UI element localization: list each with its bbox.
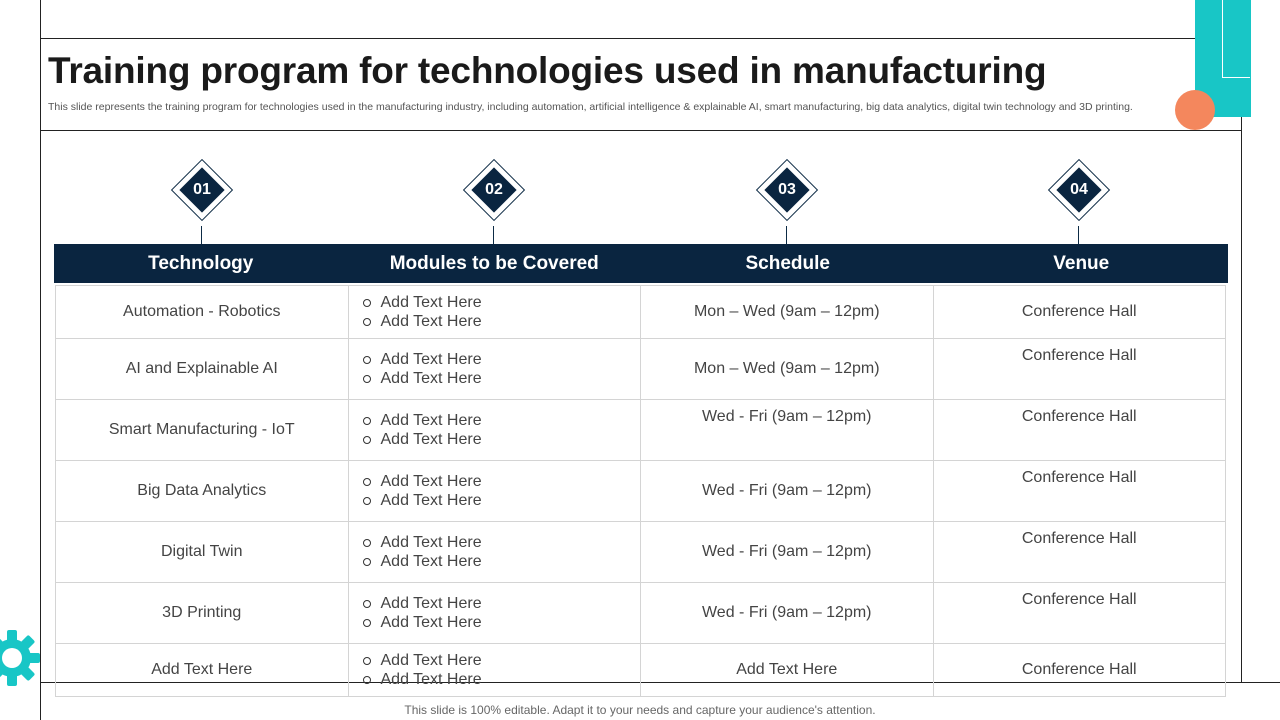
cell-venue: Conference Hall — [933, 644, 1226, 697]
gear-icon — [0, 628, 42, 688]
frame-line-under-subtitle — [40, 130, 1242, 131]
circle-bullet-icon — [363, 497, 371, 505]
cell-schedule: Wed - Fri (9am – 12pm) — [641, 522, 934, 583]
module-item — [363, 369, 641, 388]
module-item — [363, 411, 641, 430]
frame-line-top — [40, 38, 1240, 39]
step-badge-3 — [757, 168, 817, 244]
table-row — [56, 583, 1226, 644]
circle-bullet-icon — [363, 539, 371, 547]
module-text: Add Text Here — [380, 492, 482, 509]
badge-connector — [1078, 226, 1079, 244]
module-text: Add Text Here — [380, 351, 482, 368]
module-text: Add Text Here — [380, 294, 482, 311]
header-technology: Technology — [148, 252, 254, 274]
table-row — [56, 286, 1226, 339]
module-text: Add Text Here — [380, 313, 482, 330]
teal-accent-outline — [1222, 0, 1250, 78]
header-venue: Venue — [1053, 252, 1110, 274]
module-text: Add Text Here — [380, 595, 482, 612]
module-text: Add Text Here — [380, 431, 482, 448]
module-item — [363, 312, 641, 331]
circle-bullet-icon — [363, 619, 371, 627]
cell-technology: Smart Manufacturing - IoT — [56, 400, 349, 461]
footer-note: This slide is 100% editable. Adapt it to your needs and capture your audience's attention. — [404, 703, 876, 717]
module-item — [363, 491, 641, 510]
cell-technology: Add Text Here — [56, 644, 349, 697]
circle-bullet-icon — [363, 375, 371, 383]
table-row — [56, 461, 1226, 522]
training-table — [55, 285, 1226, 697]
cell-technology: 3D Printing — [56, 583, 349, 644]
cell-schedule: Wed - Fri (9am – 12pm) — [641, 583, 934, 644]
cell-schedule: Add Text Here — [641, 644, 934, 697]
badge-connector — [201, 226, 202, 244]
orange-accent-circle — [1175, 90, 1215, 130]
cell-modules — [348, 339, 641, 400]
header-modules: Modules to be Covered — [389, 252, 599, 274]
cell-modules — [348, 461, 641, 522]
cell-schedule: Mon – Wed (9am – 12pm) — [641, 286, 934, 339]
circle-bullet-icon — [363, 600, 371, 608]
module-item — [363, 533, 641, 552]
badge-connector — [786, 226, 787, 244]
cell-venue: Conference Hall — [933, 400, 1226, 461]
module-item — [363, 293, 641, 312]
cell-modules — [348, 583, 641, 644]
cell-technology: Automation - Robotics — [56, 286, 349, 339]
module-item — [363, 472, 641, 491]
slide-title: Training program for technologies used in manufacturing — [48, 50, 1047, 91]
cell-schedule: Mon – Wed (9am – 12pm) — [641, 339, 934, 400]
step-number: 03 — [778, 181, 796, 198]
circle-bullet-icon — [363, 436, 371, 444]
circle-bullet-icon — [363, 478, 371, 486]
step-number: 02 — [485, 181, 503, 198]
module-text: Add Text Here — [380, 412, 482, 429]
module-text: Add Text Here — [380, 652, 482, 669]
module-item — [363, 613, 641, 632]
table-row — [56, 522, 1226, 583]
frame-line-left — [40, 0, 41, 720]
step-badge-4 — [1049, 168, 1109, 244]
table-row — [56, 644, 1226, 697]
badge-connector — [493, 226, 494, 244]
circle-bullet-icon — [363, 356, 371, 364]
cell-modules — [348, 400, 641, 461]
module-text: Add Text Here — [380, 671, 482, 688]
table-row — [56, 400, 1226, 461]
circle-bullet-icon — [363, 657, 371, 665]
circle-bullet-icon — [363, 558, 371, 566]
cell-venue: Conference Hall — [933, 522, 1226, 583]
module-item — [363, 350, 641, 369]
circle-bullet-icon — [363, 299, 371, 307]
step-badge-1 — [172, 168, 232, 244]
module-item — [363, 670, 641, 689]
step-badge-2 — [464, 168, 524, 244]
module-item — [363, 651, 641, 670]
header-schedule: Schedule — [745, 252, 830, 274]
cell-technology: Digital Twin — [56, 522, 349, 583]
cell-technology: Big Data Analytics — [56, 461, 349, 522]
module-text: Add Text Here — [380, 473, 482, 490]
step-number: 04 — [1070, 181, 1088, 198]
step-number: 01 — [193, 181, 211, 198]
circle-bullet-icon — [363, 417, 371, 425]
cell-modules — [348, 644, 641, 697]
module-text: Add Text Here — [380, 614, 482, 631]
module-text: Add Text Here — [380, 534, 482, 551]
module-item — [363, 430, 641, 449]
cell-schedule: Wed - Fri (9am – 12pm) — [641, 400, 934, 461]
circle-bullet-icon — [363, 676, 371, 684]
circle-bullet-icon — [363, 318, 371, 326]
module-item — [363, 594, 641, 613]
cell-venue: Conference Hall — [933, 286, 1226, 339]
cell-venue: Conference Hall — [933, 583, 1226, 644]
slide-subtitle: This slide represents the training program for technologies used in the manufacturing industry, including automation, artificial intelligence & explainable AI, smart manufacturing, big data analytics, digital twin technology and 3D printing. — [48, 101, 1133, 113]
module-item — [363, 552, 641, 571]
table-header — [54, 244, 1228, 283]
cell-modules — [348, 286, 641, 339]
module-text: Add Text Here — [380, 370, 482, 387]
table-row — [56, 339, 1226, 400]
cell-venue: Conference Hall — [933, 461, 1226, 522]
cell-technology: AI and Explainable AI — [56, 339, 349, 400]
cell-modules — [348, 522, 641, 583]
cell-venue: Conference Hall — [933, 339, 1226, 400]
module-text: Add Text Here — [380, 553, 482, 570]
cell-schedule: Wed - Fri (9am – 12pm) — [641, 461, 934, 522]
